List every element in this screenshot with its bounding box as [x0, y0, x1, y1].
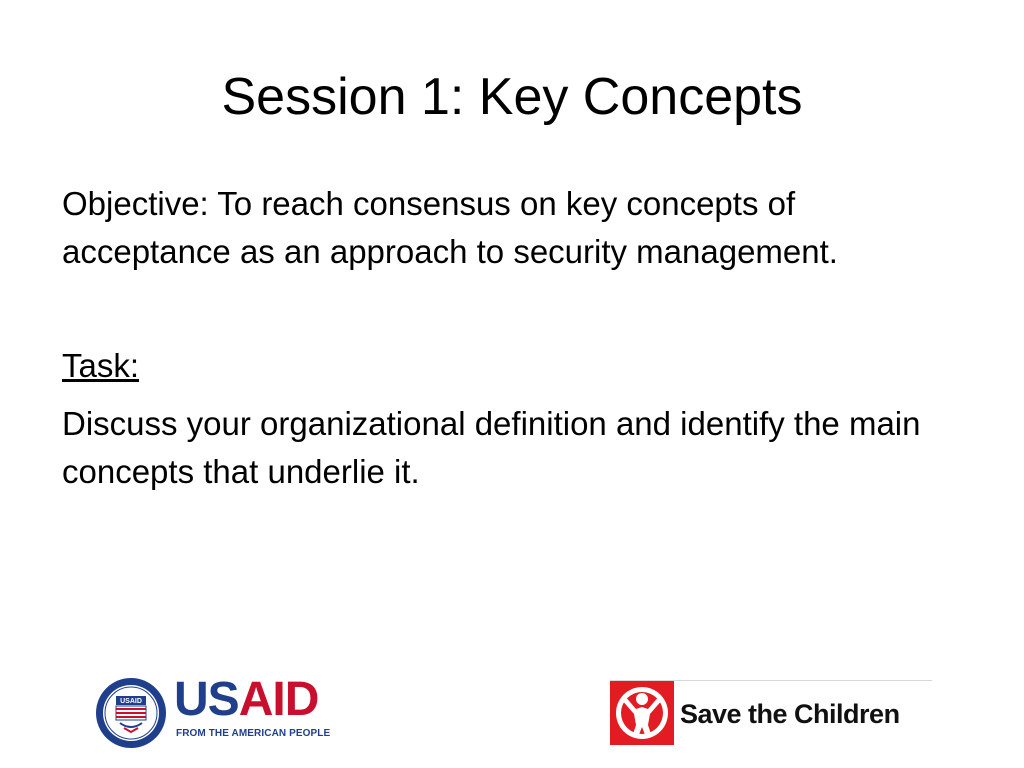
- task-heading: Task:: [62, 347, 140, 384]
- usaid-tagline: FROM THE AMERICAN PEOPLE: [176, 728, 331, 739]
- svg-text:USAID: USAID: [120, 698, 142, 705]
- save-the-children-wordmark: Save the Children: [680, 699, 900, 729]
- task-text: Discuss your organizational definition and identify the main concepts that underlie it.: [62, 405, 921, 490]
- usaid-wordmark: USAID: [174, 673, 319, 726]
- save-the-children-emblem-icon: [610, 681, 674, 745]
- usaid-logo: [94, 673, 344, 750]
- objective-text: Objective: To reach consensus on key concepts of acceptance as an approach to security management.: [62, 185, 838, 270]
- slide-title: Session 1: Key Concepts: [221, 68, 803, 126]
- usaid-seal-icon: [94, 676, 168, 750]
- save-the-children-logo: [610, 680, 932, 745]
